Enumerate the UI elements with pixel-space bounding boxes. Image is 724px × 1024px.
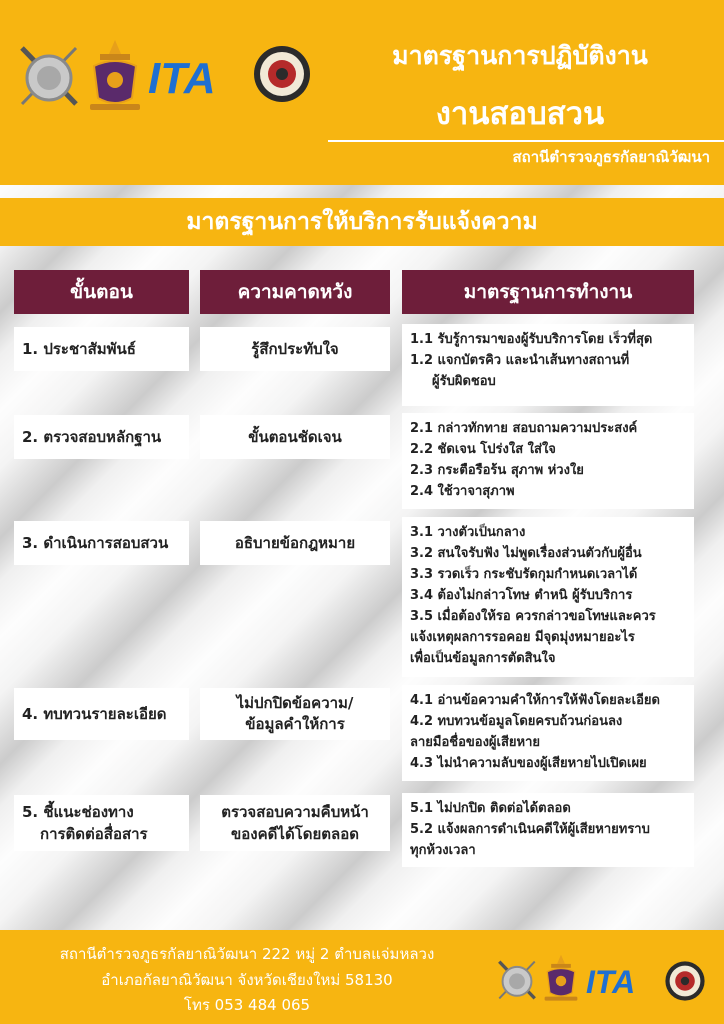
column-header-expectation: ความคาดหวัง	[200, 270, 390, 314]
footer-address-line: อำเภอกัลยาณิวัฒนา จังหวัดเชียงใหม่ 58130	[101, 971, 393, 989]
standard-line: 4.3 ไม่นำความลับของผู้เสียหายไปเปิดเผย	[410, 756, 647, 771]
page-subtitle: งานสอบสวน	[435, 96, 605, 132]
standard-cell	[402, 324, 694, 406]
standard-line: 5.2 แจ้งผลการดำเนินคดีให้ผู้เสียหายทราบ	[410, 822, 650, 837]
header	[0, 0, 724, 185]
unit-badge-icon	[252, 44, 312, 104]
step-cell	[14, 795, 189, 851]
step-cell: 2. ตรวจสอบหลักฐาน	[14, 415, 189, 459]
page-title: มาตรฐานการปฏิบัติงาน	[392, 41, 648, 70]
expectation-line: ของคดีได้โดยตลอด	[231, 825, 359, 843]
standard-line: 2.2 ชัดเจน โปร่งใส ใส่ใจ	[410, 442, 556, 457]
standard-line: 3.1 วางตัวเป็นกลาง	[410, 525, 526, 540]
expectation-cell: รู้สึกประทับใจ	[200, 327, 390, 371]
standard-line: 1.2 แจกบัตรคิว และนำเส้นทางสถานที่	[410, 353, 630, 368]
expectation-cell: ขั้นตอนชัดเจน	[200, 415, 390, 459]
standard-line: 2.1 กล่าวทักทาย สอบถามความประสงค์	[410, 421, 638, 436]
expectation-line: ตรวจสอบความคืบหน้า	[221, 803, 369, 821]
expectation-cell: อธิบายข้อกฎหมาย	[200, 521, 390, 565]
expectation-cell	[200, 795, 390, 851]
standard-line: 4.1 อ่านข้อความคำให้การให้ฟังโดยละเอียด	[410, 693, 660, 708]
step-cell: 3. ดำเนินการสอบสวน	[14, 521, 189, 565]
standard-line: 1.1 รับรู้การมาของผู้รับบริการโดย เร็วที่สุด	[410, 332, 653, 347]
standard-line: เพื่อเป็นข้อมูลการตัดสินใจ	[410, 651, 556, 666]
step-cell: 4. ทบทวนรายละเอียด	[14, 688, 189, 740]
standard-line: 3.2 สนใจรับฟัง ไม่พูดเรื่องส่วนตัวกับผู้อื่น	[410, 546, 642, 561]
standard-cell	[402, 793, 694, 867]
police-emblem-icon	[14, 40, 84, 112]
standard-line: 2.3 กระตือรือร้น สุภาพ ห่วงใย	[410, 463, 584, 478]
header-divider	[328, 140, 724, 142]
standard-cell	[402, 413, 694, 509]
expectation-line: ข้อมูลคำให้การ	[245, 715, 345, 733]
standard-line: 3.4 ต้องไม่กล่าวโทษ ตำหนิ ผู้รับบริการ	[410, 588, 633, 603]
standard-line: 3.5 เมื่อต้องให้รอ ควรกล่าวขอโทษและควร	[410, 609, 656, 624]
police-emblem-icon	[494, 956, 540, 1004]
footer-phone: โทร 053 484 065	[183, 996, 311, 1014]
column-header-standard: มาตรฐานการทำงาน	[402, 270, 694, 314]
column-header-step: ขั้นตอน	[14, 270, 189, 314]
royal-crest-icon	[86, 38, 144, 113]
standard-cell	[402, 685, 694, 781]
standard-line: 2.4 ใช้วาจาสุภาพ	[410, 484, 515, 499]
ita-logo: ITA	[586, 964, 636, 1000]
station-name: สถานีตำรวจภูธรกัลยาณิวัฒนา	[512, 148, 710, 166]
standard-line: ลายมือชื่อของผู้เสียหาย	[410, 735, 541, 750]
standard-line: 5.1 ไม่ปกปิด ติดต่อได้ตลอด	[410, 801, 571, 816]
section-banner: มาตรฐานการให้บริการรับแจ้งความ	[0, 198, 724, 246]
expectation-line: ไม่ปกปิดข้อความ/	[236, 694, 354, 712]
step-cell: 1. ประชาสัมพันธ์	[14, 327, 189, 371]
step-line: การติดต่อสื่อสาร	[40, 825, 148, 843]
standard-line: 4.2 ทบทวนข้อมูลโดยครบถ้วนก่อนลง	[410, 714, 623, 729]
standard-line: ทุกห้วงเวลา	[410, 843, 476, 858]
header-logos	[14, 38, 314, 113]
standard-line: แจ้งเหตุผลการรอคอย มีจุดมุ่งหมายอะไร	[410, 630, 635, 645]
expectation-cell	[200, 688, 390, 740]
ita-logo: ITA	[148, 54, 216, 103]
standard-line: 3.3 รวดเร็ว กระชับรัดกุมกำหนดเวลาได้	[410, 567, 638, 582]
footer	[0, 930, 724, 1024]
standard-cell	[402, 517, 694, 677]
royal-crest-icon	[542, 952, 580, 1004]
unit-badge-icon	[664, 960, 706, 1002]
footer-address-line: สถานีตำรวจภูธรกัลยาณิวัฒนา 222 หมู่ 2 ตำบลแจ่มหลวง	[59, 945, 435, 963]
step-line: 5. ชี้แนะช่องทาง	[22, 803, 134, 821]
standard-line: ผู้รับผิดชอบ	[432, 374, 496, 389]
